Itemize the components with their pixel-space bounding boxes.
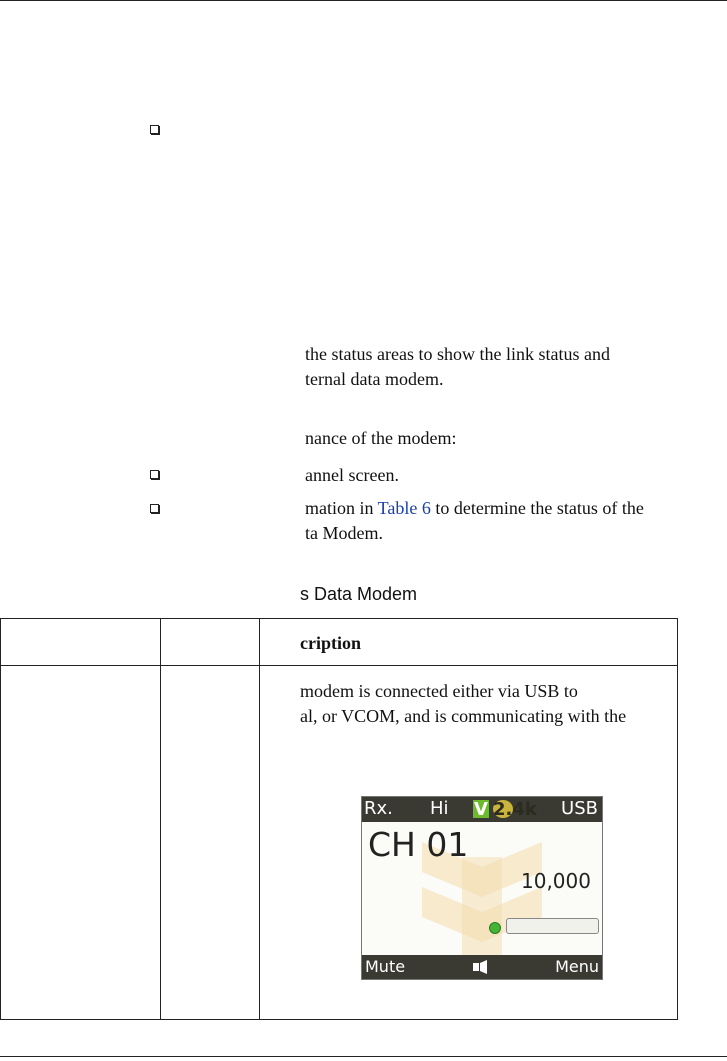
frequency-value: 10,000	[521, 869, 591, 893]
rx-label: Rx.	[364, 798, 393, 819]
interface-label: USB	[561, 798, 598, 819]
link-status-dot-icon	[489, 922, 501, 934]
row-1-description-line-2: al, or VCOM, and is communicating with the	[300, 706, 627, 726]
top-rule	[0, 0, 727, 1]
row-1-description-line-1: modem is connected either via USB to	[300, 681, 578, 701]
softkey-bar	[362, 955, 602, 979]
signal-meter	[506, 918, 599, 934]
step-2-text-post: to determine the status of the	[430, 498, 644, 518]
v-badge	[473, 800, 489, 818]
mute-softkey[interactable]: Mute	[365, 957, 406, 976]
table-caption: s Data Modem	[300, 584, 418, 604]
table-6-link[interactable]: Table 6	[377, 498, 431, 518]
speaker-icon	[473, 959, 491, 979]
column-divider-2	[259, 619, 260, 1019]
header-divider	[1, 665, 677, 666]
header-description: cription	[300, 633, 361, 653]
radio-screen-image	[361, 796, 603, 980]
step-2-text-line-2: ta Modem.	[305, 523, 383, 543]
step-2-checkbox-icon	[150, 504, 159, 513]
procedure-intro: nance of the modem:	[305, 428, 457, 448]
step-1-text: annel screen.	[305, 465, 399, 485]
status-bar	[362, 797, 602, 822]
rate-badge-label: 2.4k	[493, 799, 537, 820]
checkbox-bullet-icon	[150, 125, 159, 134]
step-1-checkbox-icon	[150, 470, 159, 479]
status-paragraph-line-2: ternal data modem.	[305, 369, 444, 389]
power-label: Hi	[430, 798, 449, 819]
v-badge-label: V	[474, 799, 488, 820]
status-paragraph-line-1: the status areas to show the link status and	[305, 344, 610, 364]
menu-softkey[interactable]: Menu	[555, 957, 599, 976]
step-2-text-pre: mation in	[305, 498, 378, 518]
modem-globe-icon	[493, 799, 537, 820]
step-2-text	[305, 497, 644, 519]
column-divider-1	[160, 619, 161, 1019]
channel-label: CH 01	[368, 825, 469, 864]
bottom-rule	[0, 1056, 727, 1057]
